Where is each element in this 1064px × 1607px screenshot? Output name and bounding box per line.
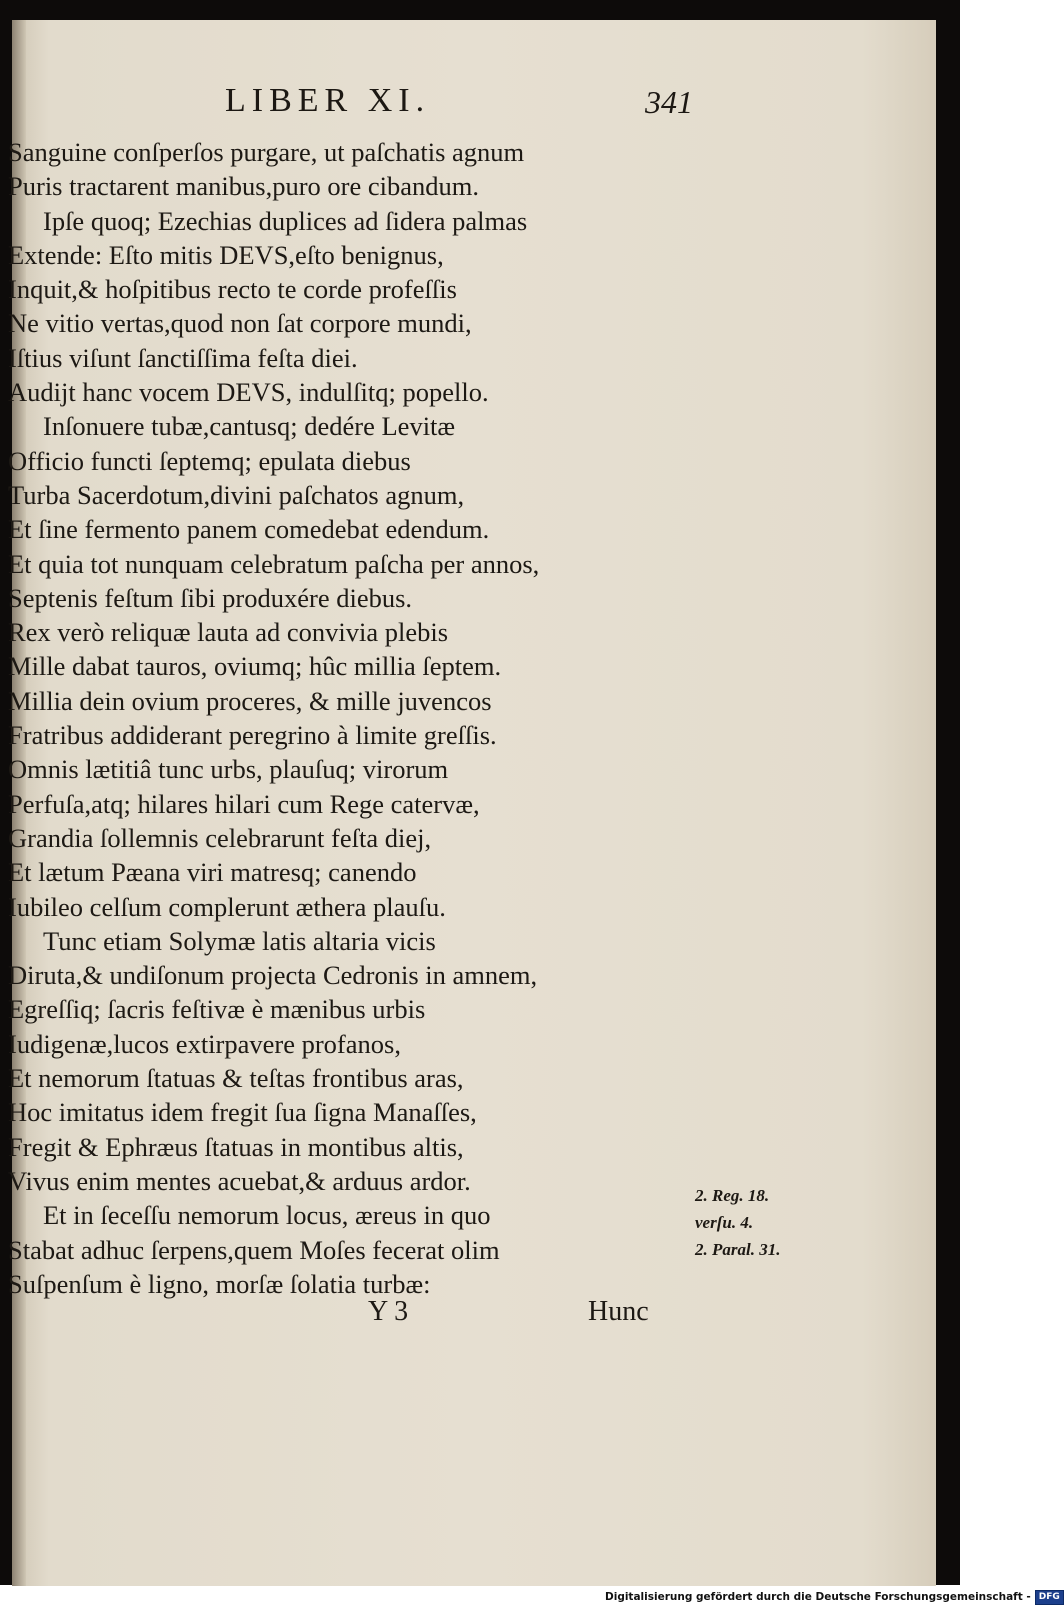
verse-line: Iubileo celſum complerunt æthera plauſu. — [8, 891, 446, 922]
verse-line: Turba Sacerdotum,divini paſchatos agnum, — [8, 479, 465, 510]
marginal-note-line: 2. Paral. 31. — [695, 1240, 781, 1259]
verse-line: Vivus enim mentes acuebat,& arduus ardor. — [8, 1165, 471, 1196]
marginal-note-line: verſu. 4. — [695, 1213, 754, 1232]
verse-line: Hoc imitatus idem fregit ſua ſigna Manaſſes, — [8, 1097, 477, 1128]
verse-line: Ipſe quoq; Ezechias duplices ad ſidera palmas — [43, 205, 528, 236]
verse-line: Perfuſa,atq; hilares hilari cum Rege catervæ, — [8, 788, 480, 819]
verse-line: Et quia tot nunquam celebratum paſcha per annos, — [8, 548, 540, 579]
verse-line: Puris tractarent manibus,puro ore cibandum. — [8, 171, 479, 202]
verse-line: Stabat adhuc ſerpens,quem Moſes fecerat olim — [8, 1234, 500, 1265]
verse-line: Ne vitio vertas,quod non ſat corpore mundi, — [8, 308, 472, 339]
verse-line: Extende: Eſto mitis DEVS,eſto benignus, — [8, 239, 444, 270]
credit-text: Digitalisierung gefördert durch die Deutsche Forschungsgemeinschaft - — [605, 1591, 1031, 1603]
verse-line: Officio functi ſeptemq; epulata diebus — [8, 445, 411, 476]
verse-line: Et nemorum ſtatuas & teſtas frontibus aras, — [8, 1063, 464, 1094]
verse-line: Suſpenſum è ligno, morſæ ſolatia turbæ: — [8, 1268, 431, 1299]
verse-line: Iudigenæ,lucos extirpavere profanos, — [8, 1028, 401, 1059]
catchword: Hunc — [588, 1296, 649, 1327]
page-footer — [0, 1296, 700, 1336]
page-header — [225, 82, 715, 126]
verse-line: Audijt hanc vocem DEVS, indulſitq; popello. — [8, 377, 489, 408]
verse-line: Et in ſeceſſu nemorum locus, æreus in quo — [43, 1200, 491, 1231]
verse-line: Et ſine fermento panem comedebat edendum. — [8, 514, 490, 545]
verse-line: Tunc etiam Solymæ latis altaria vicis — [43, 925, 436, 956]
dfg-logo-icon: DFG — [1035, 1590, 1064, 1605]
verse-line: Sanguine conſperſos purgare, ut paſchatis agnum — [8, 137, 525, 167]
verse-line: Mille dabat tauros, oviumq; hûc millia ſeptem. — [8, 651, 502, 682]
verse-line: Fratribus addiderant peregrino à limite greſſis. — [8, 720, 497, 751]
marginal-note-line: 2. Reg. 18. — [695, 1186, 770, 1205]
verse-text-block — [8, 135, 658, 1301]
verse-line: Septenis feſtum ſibi produxére diebus. — [8, 582, 413, 613]
digitization-credit — [605, 1589, 1064, 1605]
running-title: LIBER XI. — [225, 82, 431, 119]
verse-line: Inſonuere tubæ,cantusq; dedére Levitæ — [43, 411, 456, 442]
verse-line: Egreſſiq; ſacris feſtivæ è mænibus urbis — [8, 994, 426, 1025]
verse-line: Omnis lætitiâ tunc urbs, plauſuq; virorum — [8, 754, 449, 785]
signature-mark: Y 3 — [368, 1296, 409, 1327]
marginal-note — [695, 1182, 845, 1263]
verse-line: Inquit,& hoſpitibus recto te corde profeſſis — [8, 274, 457, 305]
verse-line: Et lætum Pæana viri matresq; canendo — [8, 857, 417, 888]
verse-line: Fregit & Ephræus ſtatuas in montibus altis, — [8, 1131, 464, 1162]
folio-number: 341 — [645, 84, 693, 120]
verse-line: Diruta,& undiſonum projecta Cedronis in amnem, — [8, 960, 538, 991]
verse-line: Iſtius viſunt ſanctiſſima feſta diei. — [8, 342, 358, 373]
verse-line: Millia dein ovium proceres, & mille juvencos — [8, 685, 492, 716]
verse-line: Rex verò reliquæ lauta ad convivia plebis — [8, 617, 449, 648]
verse-line: Grandia ſollemnis celebrarunt feſta diej, — [8, 822, 432, 853]
